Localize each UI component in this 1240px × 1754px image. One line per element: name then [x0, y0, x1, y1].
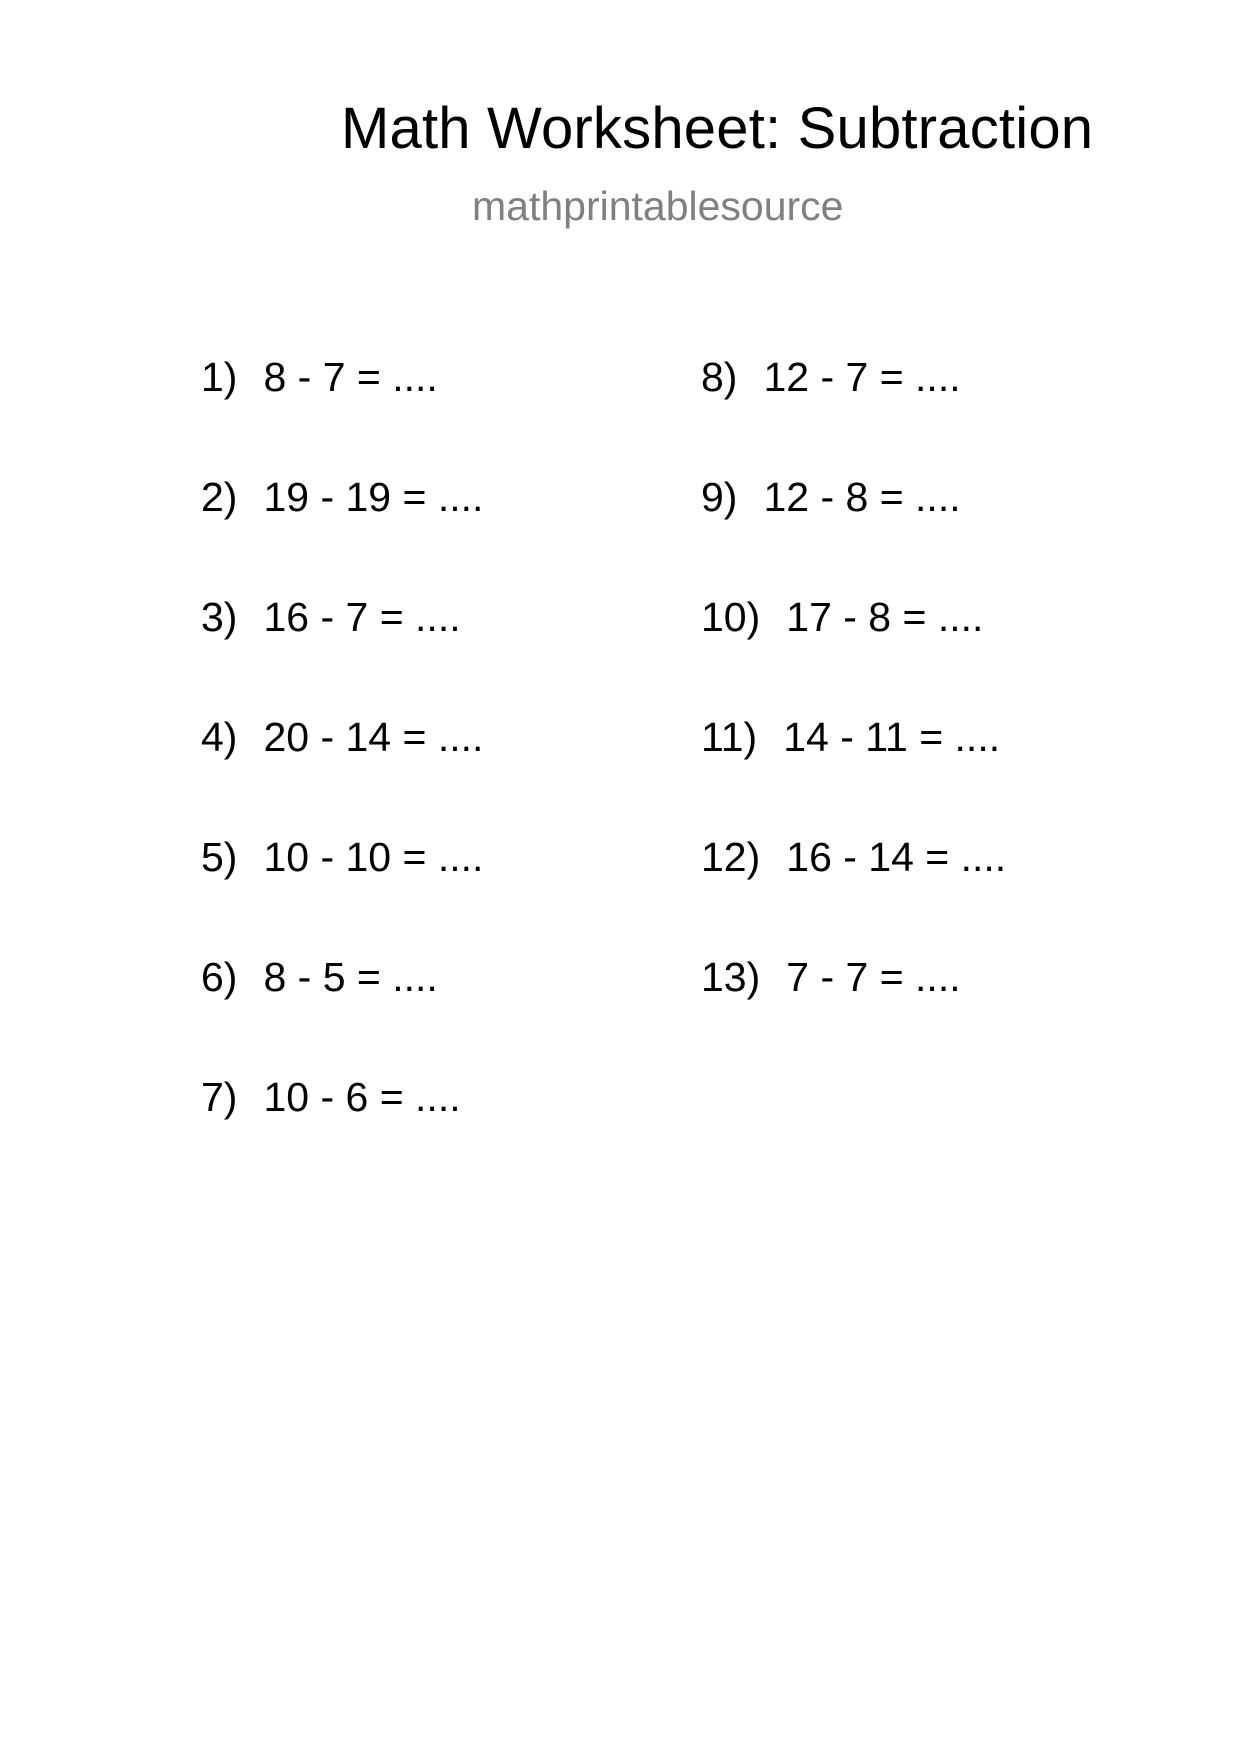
problem-number: 11)	[701, 714, 758, 760]
problem-number: 6)	[201, 954, 238, 1000]
problem-item	[201, 712, 483, 832]
problem-number: 9)	[701, 474, 738, 520]
problem-item	[701, 832, 1006, 952]
problem-expression: 8 - 5 = ....	[263, 954, 438, 1000]
source-subtitle: mathprintablesource	[472, 183, 844, 229]
problem-item	[201, 952, 483, 1072]
problem-item	[701, 352, 1006, 472]
problem-number: 3)	[201, 594, 238, 640]
problem-expression: 12 - 8 = ....	[763, 474, 961, 520]
problem-expression: 7 - 7 = ....	[786, 954, 961, 1000]
problem-number: 12)	[701, 834, 761, 880]
problem-item	[201, 592, 483, 712]
problem-item	[201, 352, 483, 472]
problem-item	[701, 592, 1006, 712]
problem-number: 1)	[201, 354, 238, 400]
problem-expression: 14 - 11 = ....	[783, 714, 1001, 760]
problem-item	[701, 472, 1006, 592]
problem-column-left	[201, 352, 483, 1192]
problem-expression: 16 - 7 = ....	[263, 594, 461, 640]
problem-number: 2)	[201, 474, 238, 520]
page-title: Math Worksheet: Subtraction	[341, 96, 1094, 161]
problem-expression: 8 - 7 = ....	[263, 354, 438, 400]
problem-expression: 16 - 14 = ....	[786, 834, 1007, 880]
problem-expression: 10 - 10 = ....	[263, 834, 484, 880]
problem-number: 8)	[701, 354, 738, 400]
problem-expression: 12 - 7 = ....	[763, 354, 961, 400]
problem-expression: 10 - 6 = ....	[263, 1074, 461, 1120]
problem-expression: 17 - 8 = ....	[786, 594, 984, 640]
problem-column-right	[701, 352, 1006, 1072]
problem-item	[701, 952, 1006, 1072]
problem-number: 4)	[201, 714, 238, 760]
problem-number: 7)	[201, 1074, 238, 1120]
problem-item	[201, 832, 483, 952]
problem-number: 5)	[201, 834, 238, 880]
problem-item	[701, 712, 1006, 832]
problem-item	[201, 472, 483, 592]
problem-number: 13)	[701, 954, 761, 1000]
problem-expression: 19 - 19 = ....	[263, 474, 484, 520]
problem-expression: 20 - 14 = ....	[263, 714, 484, 760]
problem-item	[201, 1072, 483, 1192]
problem-number: 10)	[701, 594, 761, 640]
